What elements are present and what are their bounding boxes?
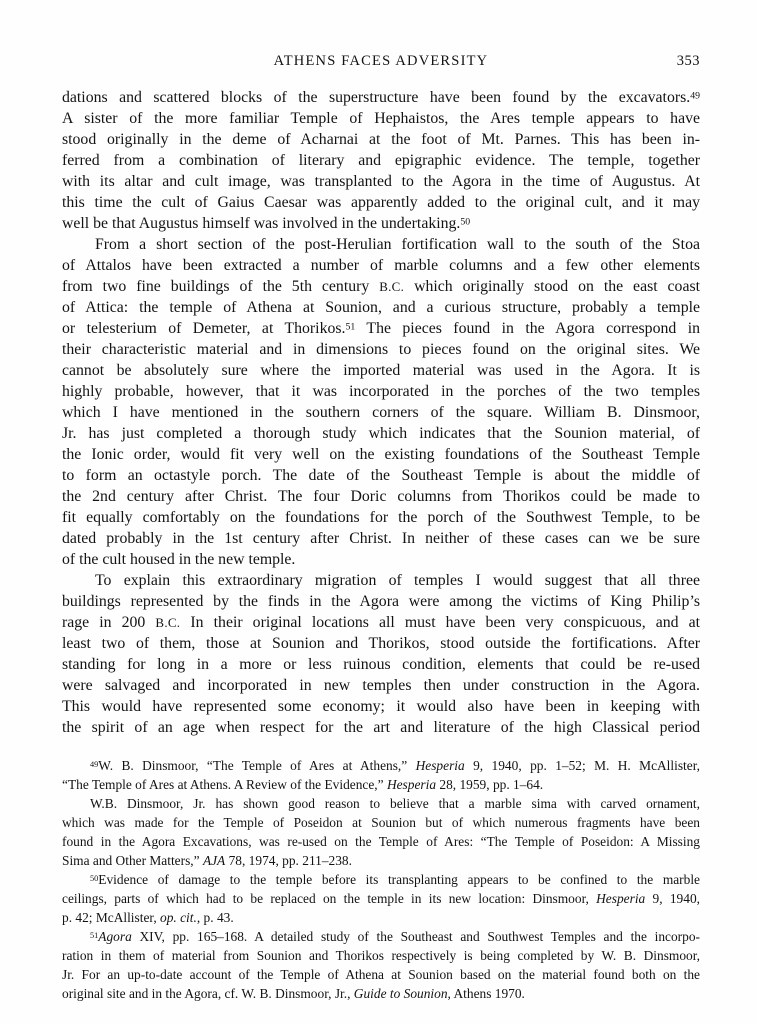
text-line: with its altar and cult image, was transplanted to the Agora in the time of Augustus. At: [62, 173, 700, 190]
text-line: from two fine buildings of the 5th century B.C. which originally stood on the east coast: [62, 278, 701, 295]
text-line: cannot be absolutely sure where the imported material was used in the Agora. It is: [62, 362, 700, 379]
text-line: which I have mentioned in the southern corners of the square. William B. Dinsmoor,: [62, 404, 700, 421]
paragraph: [62, 794, 700, 870]
text-line: To explain this extraordinary migration of temples I would suggest that all three: [95, 572, 700, 589]
text-line: found in the Agora Excavations, was re-used on the Temple of Ares: “The Temple of Poseidon: A Missing: [62, 834, 700, 849]
footnotes-section: [62, 756, 700, 1003]
text-line: well be that Augustus himself was involved in the undertaking.$^{50}$: [62, 215, 471, 232]
text-line: or telesterium of Demeter, at Thorikos.$^{51}$ The pieces found in the Agora correspond in: [62, 320, 700, 337]
body-text: [62, 87, 700, 738]
paragraph: [62, 87, 700, 234]
text-line: p. 42; McAllister, op. cit., p. 43.: [62, 910, 234, 925]
paragraph: [62, 756, 700, 794]
text-line: the 2nd century after Christ. The four Doric columns from Thorikos could be made to: [62, 488, 700, 505]
text-line: W.B. Dinsmoor, Jr. has shown good reason to believe that a marble sima with carved ornament,: [90, 796, 700, 811]
text-line: Sima and Other Matters,” AJA 78, 1974, pp. 211–238.: [62, 853, 352, 868]
text-line: $^{50}$Evidence of damage to the temple before its transplanting appears to be confined to the marble: [90, 872, 700, 887]
text-line: highly probable, however, that it was incorporated in the porches of the two temples: [62, 383, 700, 400]
text-line: dations and scattered blocks of the superstructure have been found by the excavators.$^{49}$: [62, 89, 700, 106]
text-line: $^{49}$W. B. Dinsmoor, “The Temple of Ares at Athens,” Hesperia 9, 1940, pp. 1–52; M. H. McAllister,: [90, 758, 700, 773]
text-line: the spirit of an age when respect for the art and literature of the high Classical period: [62, 719, 700, 736]
text-line: original site and in the Agora, cf. W. B. Dinsmoor, Jr., Guide to Sounion, Athens 1970.: [62, 986, 525, 1001]
text-line: stood originally in the deme of Acharnai at the foot of Mt. Parnes. This has been in-: [62, 131, 700, 148]
paragraph: [62, 570, 700, 738]
text-line: of Attalos have been extracted a number of marble columns and a few other elements: [62, 257, 700, 274]
paragraph: [62, 234, 700, 570]
text-line: fit equally comfortably on the foundations for the porch of the Southwest Temple, to be: [62, 509, 700, 526]
text-line: ceilings, parts of which had to be replaced on the temple in its new location: Dinsmoor, Hesperia 9, 1940,: [62, 891, 700, 906]
page-content: [62, 87, 700, 1003]
paragraph: [62, 927, 700, 1003]
page-title: ATHENS FACES ADVERSITY: [273, 53, 489, 69]
text-line: least two of them, those at Sounion and Thorikos, stood outside the fortifications. After: [62, 635, 700, 652]
text-line: $^{51}$Agora XIV, pp. 165–168. A detailed study of the Southeast and Southwest Temples and the incorpo-: [90, 929, 700, 944]
running-head: [62, 53, 700, 70]
text-line: standing for long in a more or less ruinous condition, elements that could be re-used: [62, 656, 700, 673]
text-line: This would have represented some economy; it would also have been in keeping with: [62, 698, 700, 715]
text-line: this time the cult of Gaius Caesar was apparently added to the original cult, and it may: [62, 194, 700, 211]
text-line: of the cult housed in the new temple.: [62, 551, 296, 568]
text-line: of Attica: the temple of Athena at Sounion, and a curious structure, probably a temple: [62, 299, 700, 316]
text-line: Jr. has just completed a thorough study which indicates that the Sounion material, of: [62, 425, 700, 442]
paragraph: [62, 870, 700, 927]
text-line: Jr. For an up-to-date account of the Temple of Athena at Sounion based on the material found both on the: [62, 967, 700, 982]
text-line: From a short section of the post-Herulian fortification wall to the south of the Stoa: [95, 236, 700, 253]
text-line: ferred from a combination of literary and epigraphic evidence. The temple, together: [62, 152, 700, 169]
text-line: were salvaged and incorporated in new temples then under construction in the Agora.: [62, 677, 700, 694]
text-line: rage in 200 B.C. In their original locations all must have been very conspicuous, and at: [62, 614, 701, 631]
text-line: buildings represented by the finds in the Agora were among the victims of King Philip’s: [62, 593, 700, 610]
text-line: which was made for the Temple of Poseidon at Sounion but of which numerous fragments have been: [62, 815, 700, 830]
text-line: A sister of the more familiar Temple of Hephaistos, the Ares temple appears to have: [62, 110, 700, 127]
page-number: 353: [676, 53, 700, 69]
text-line: to form an octastyle porch. The date of the Southeast Temple is about the middle of: [62, 467, 700, 484]
text-line: ration in them of material from Sounion and Thorikos respectively is being completed by W. B. Dinsmoor,: [62, 948, 700, 963]
text-line: the Ionic order, would fit very well on the existing foundations of the Southeast Temple: [62, 446, 700, 463]
text-line: dated probably in the 1st century after Christ. In neither of these cases can we be sure: [62, 530, 700, 547]
text-line: “The Temple of Ares at Athens. A Review of the Evidence,” Hesperia 28, 1959, pp. 1–64.: [62, 777, 544, 792]
text-line: their characteristic material and in dimensions to pieces found on the original sites. We: [62, 341, 700, 358]
